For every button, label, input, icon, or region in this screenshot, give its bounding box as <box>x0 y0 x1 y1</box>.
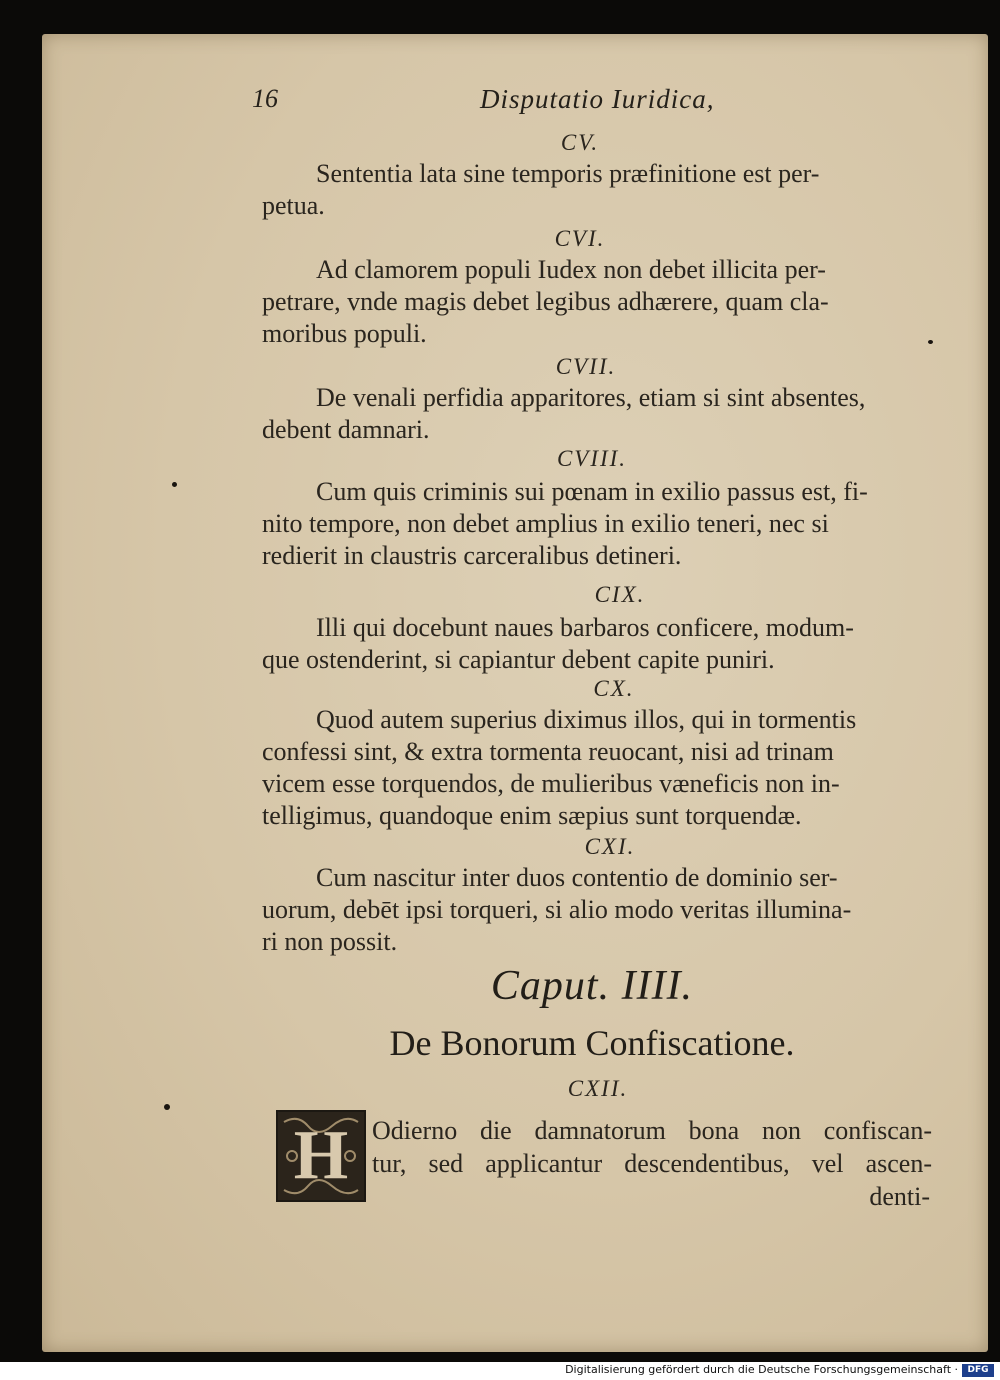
paragraph-line: Odierno die damnatorum bona non confiscan- <box>372 1116 932 1145</box>
paragraph-line: Illi qui docebunt naues barbaros conficere, modum- <box>316 613 854 642</box>
paragraph-line: redierit in claustris carceralibus detineri. <box>262 541 682 570</box>
section-number: CIX. <box>594 582 646 607</box>
chapter-title: De Bonorum Confiscatione. <box>389 1023 795 1063</box>
footer-bar <box>0 1362 1000 1380</box>
ink-speck <box>172 482 177 487</box>
dfg-logo[interactable]: DFG <box>962 1364 994 1377</box>
section-number: CXII. <box>567 1076 629 1101</box>
paragraph-line: telligimus, quandoque enim sæpius sunt torquendæ. <box>262 801 802 830</box>
paragraph-line: De venali perfidia apparitores, etiam si sint absentes, <box>316 383 866 412</box>
paragraph-line: Cum quis criminis sui pœnam in exilio passus est, fi- <box>316 477 868 506</box>
paragraph-line: Quod autem superius diximus illos, qui in tormentis <box>316 705 857 734</box>
section-paragraph <box>262 382 930 446</box>
paragraph-line: confessi sint, & extra tormenta reuocant, nisi ad trinam <box>262 737 834 766</box>
paragraph-line: Ad clamorem populi Iudex non debet illicita per- <box>316 255 826 284</box>
section-paragraph <box>262 158 930 222</box>
section-number: CV. <box>560 130 600 155</box>
initial-letter: H <box>293 1117 349 1194</box>
catchword: denti- <box>869 1182 930 1211</box>
chapter-heading: Caput. IIII. <box>490 963 694 1009</box>
paragraph-line: petrare, vnde magis debet legibus adhærere, quam cla- <box>262 287 829 316</box>
paragraph-line: uorum, debēt ipsi torqueri, si alio modo veritas illumina- <box>262 895 852 924</box>
section-number: CVII. <box>555 354 617 379</box>
paragraph-line: moribus populi. <box>262 319 427 348</box>
section-number: CVIII. <box>556 446 628 471</box>
section-paragraph <box>262 254 930 350</box>
paragraph-line: ri non possit. <box>262 927 398 956</box>
decorated-initial <box>276 1110 366 1202</box>
paragraph-line: petua. <box>262 191 325 220</box>
running-title: Disputatio Iuridica, <box>480 84 715 114</box>
section-number: CXI. <box>584 834 636 859</box>
paragraph-line: tur, sed applicantur descendentibus, vel ascen- <box>372 1149 932 1178</box>
footer-credit: Digitalisierung gefördert durch die Deutsche Forschungsgemeinschaft · <box>565 1363 958 1376</box>
paragraph-line: vicem esse torquendos, de mulieribus væneficis non in- <box>262 769 840 798</box>
page-header <box>252 84 722 124</box>
ink-speck <box>164 1104 170 1110</box>
paragraph-line: Sententia lata sine temporis præfinitione est per- <box>316 159 820 188</box>
paragraph-line: que ostenderint, si capiantur debent capite puniri. <box>262 645 775 674</box>
page-number: 16 <box>252 84 278 113</box>
section-paragraph <box>262 476 930 572</box>
section-number: CVI. <box>554 226 606 251</box>
section-paragraph <box>262 862 930 958</box>
section-paragraph <box>262 704 930 832</box>
paragraph-line: Cum nascitur inter duos contentio de dominio ser- <box>316 863 838 892</box>
section-paragraph <box>372 1114 932 1180</box>
section-number: CX. <box>593 676 635 701</box>
section-paragraph <box>262 612 930 676</box>
paragraph-line: nito tempore, non debet amplius in exilio teneri, nec si <box>262 509 829 538</box>
paragraph-line: debent damnari. <box>262 415 430 444</box>
